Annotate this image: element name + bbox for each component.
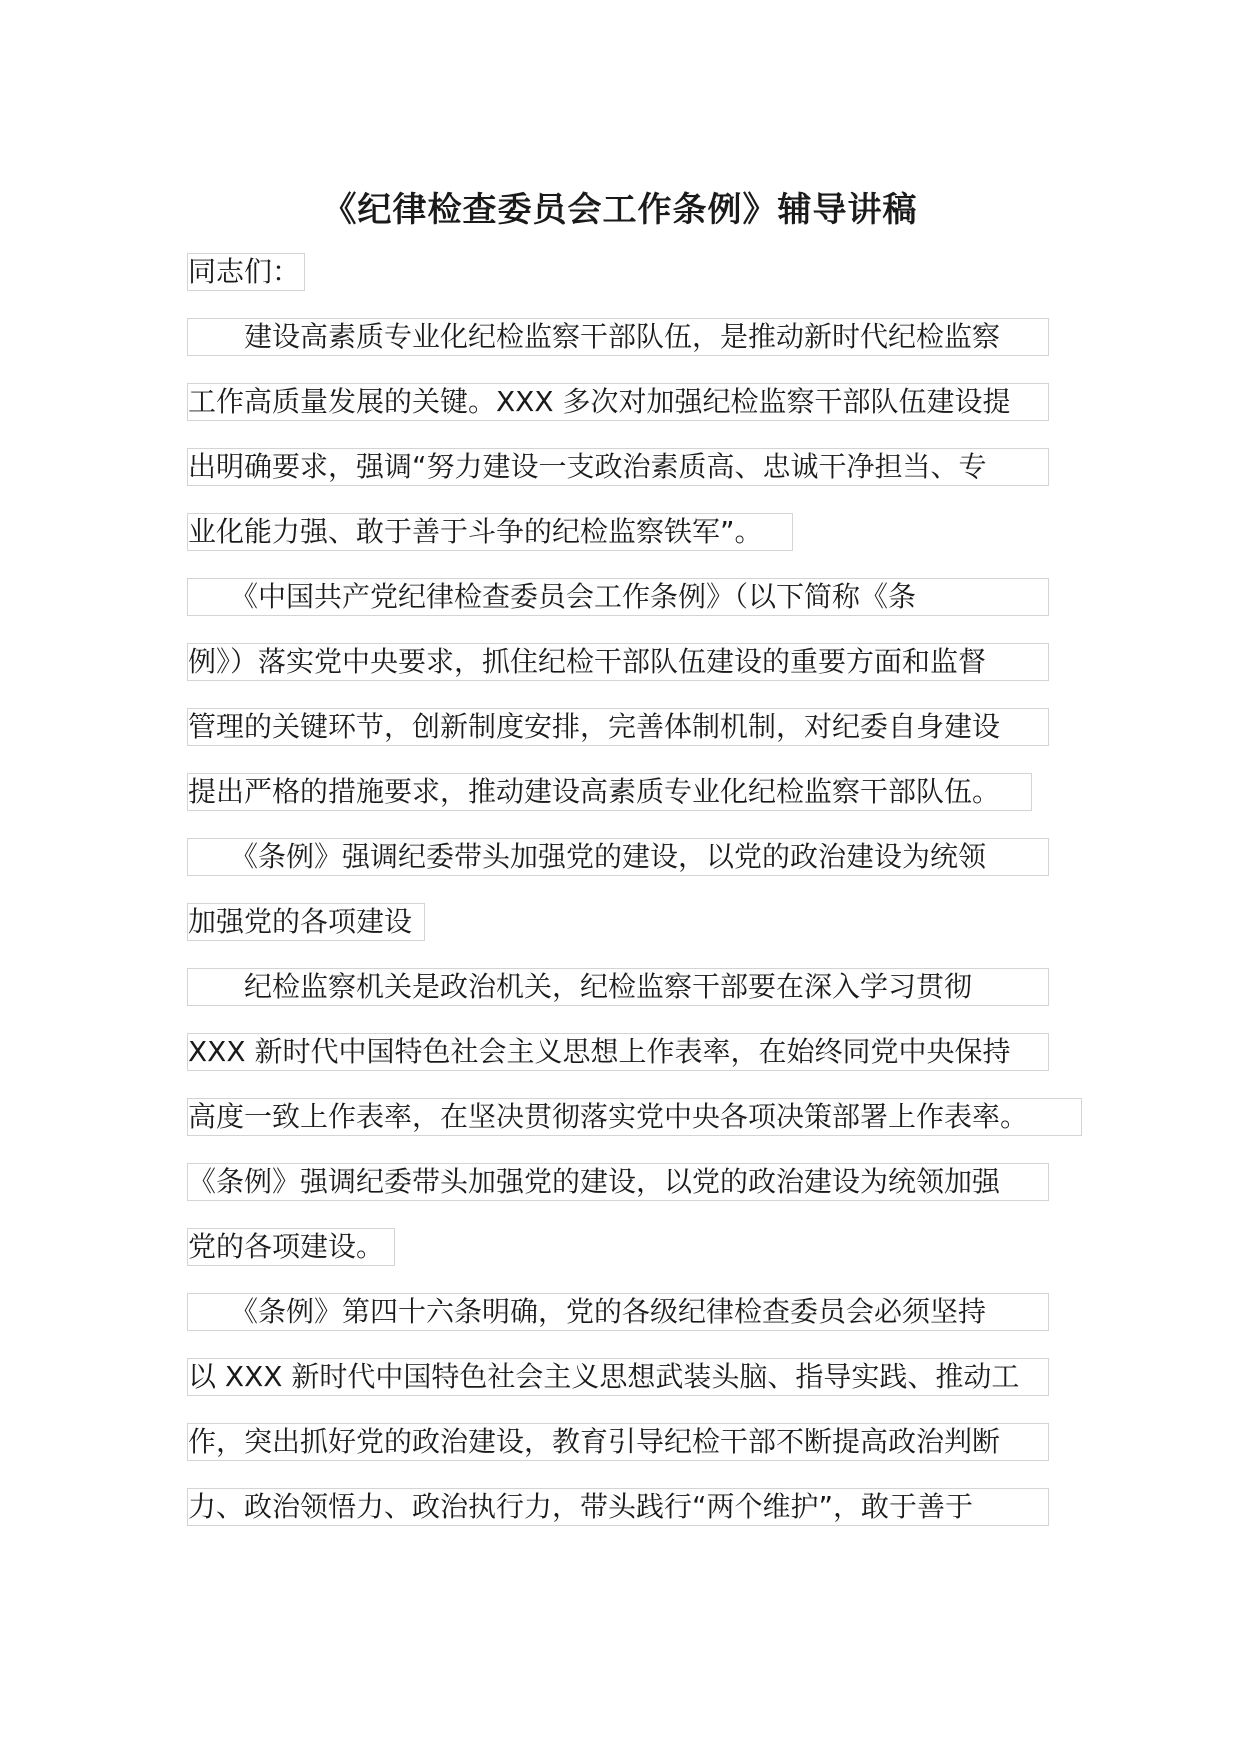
body-line bbox=[187, 1033, 1049, 1071]
body-line-text: XXX 新时代中国特色社会主义思想上作表率，在始终同党中央保持 bbox=[188, 1035, 1011, 1068]
body-line-text: 作，突出抓好党的政治建设，教育引导纪检干部不断提高政治判断 bbox=[188, 1425, 1001, 1458]
body-line bbox=[187, 318, 1049, 356]
body-line bbox=[187, 838, 1049, 876]
body-line bbox=[187, 903, 425, 941]
body-line bbox=[187, 968, 1049, 1006]
body-line bbox=[187, 1098, 1082, 1136]
body-line bbox=[187, 1163, 1049, 1201]
body-line bbox=[187, 578, 1049, 616]
body-line-text: 管理的关键环节，创新制度安排，完善体制机制，对纪委自身建设 bbox=[188, 710, 1001, 743]
body-line-text: 提出严格的措施要求，推动建设高素质专业化纪检监察干部队伍。 bbox=[188, 775, 1001, 808]
body-line-text: 《中国共产党纪律检查委员会工作条例》（以下简称《条 bbox=[188, 580, 917, 613]
body-line-text: 例》）落实党中央要求，抓住纪检干部队伍建设的重要方面和监督 bbox=[188, 645, 987, 678]
body-line bbox=[187, 513, 793, 551]
body-line bbox=[187, 1488, 1049, 1526]
body-line bbox=[187, 708, 1049, 746]
body-line-text: 建设高素质专业化纪检监察干部队伍，是推动新时代纪检监察 bbox=[188, 320, 1001, 353]
salutation-text: 同志们： bbox=[188, 255, 301, 288]
body-line-text: 纪检监察机关是政治机关，纪检监察干部要在深入学习贯彻 bbox=[188, 970, 973, 1003]
body-line-text: 业化能力强、敢于善于斗争的纪检监察铁军”。 bbox=[188, 515, 763, 548]
body-line bbox=[187, 773, 1032, 811]
body-line-text: 以 XXX 新时代中国特色社会主义思想武装头脑、指导实践、推动工 bbox=[188, 1360, 1020, 1393]
body-line-text: 加强党的各项建设 bbox=[188, 905, 413, 938]
body-line bbox=[187, 1358, 1049, 1396]
body-line-text: 党的各项建设。 bbox=[188, 1230, 385, 1263]
body-line-text: 高度一致上作表率，在坚决贯彻落实党中央各项决策部署上作表率。 bbox=[188, 1100, 1029, 1133]
body-line bbox=[187, 1293, 1049, 1331]
salutation-line bbox=[187, 253, 305, 291]
body-line-text: 工作高质量发展的关键。XXX 多次对加强纪检监察干部队伍建设提 bbox=[188, 385, 1011, 418]
body-line bbox=[187, 383, 1049, 421]
body-line bbox=[187, 1228, 395, 1266]
body-line bbox=[187, 643, 1049, 681]
body-line-text: 《条例》强调纪委带头加强党的建设，以党的政治建设为统领加强 bbox=[188, 1165, 1001, 1198]
body-line bbox=[187, 1423, 1049, 1461]
body-line-text: 《条例》第四十六条明确，党的各级纪律检查委员会必须坚持 bbox=[188, 1295, 987, 1328]
body-line bbox=[187, 448, 1049, 486]
body-line-text: 出明确要求，强调“努力建设一支政治素质高、忠诚干净担当、专 bbox=[188, 450, 987, 483]
document-title: 《纪律检查委员会工作条例》辅导讲稿 bbox=[322, 190, 918, 230]
body-line-text: 《条例》强调纪委带头加强党的建设，以党的政治建设为统领 bbox=[188, 840, 987, 873]
body-line-text: 力、政治领悟力、政治执行力，带头践行“两个维护”，敢于善于 bbox=[188, 1490, 974, 1523]
